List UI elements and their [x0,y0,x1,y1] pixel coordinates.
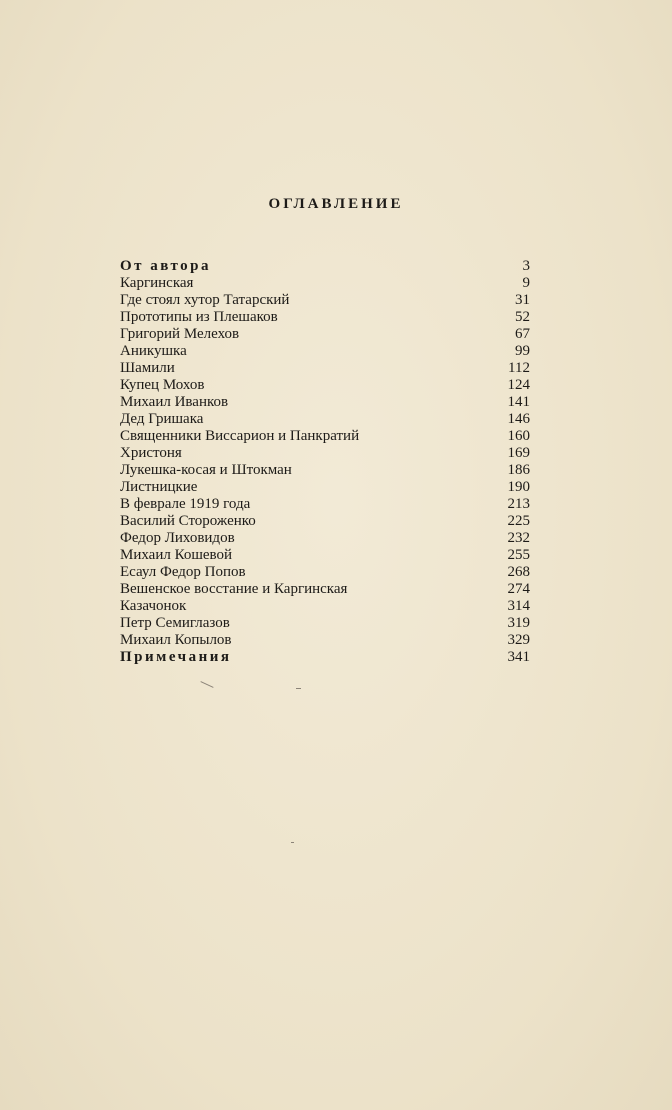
toc-entry-page: 225 [507,513,530,529]
toc-entry-page: 190 [507,479,530,495]
toc-entry-title: Вешенское восстание и Каргинская [120,581,348,597]
toc-entry-page: 124 [507,377,530,393]
toc-entry-title: Аникушка [120,343,187,359]
toc-entry [120,649,530,666]
toc-entry [120,462,530,479]
toc-entry [120,275,530,292]
toc-entry [120,496,530,513]
toc-entry-title: Купец Мохов [120,377,205,393]
ink-speck [296,688,301,689]
toc-entry-title: Григорий Мелехов [120,326,240,342]
toc-entry-title: В феврале 1919 года [120,496,251,512]
toc-entry-page: 141 [507,394,530,410]
toc-entry-title: Казачонок [120,598,187,614]
toc-entry-page: 341 [507,649,530,665]
toc-entry [120,479,530,496]
toc-entry-page: 67 [515,326,530,342]
toc-entry [120,547,530,564]
toc-entry-page: 274 [507,581,530,597]
toc-entry [120,513,530,530]
toc-entry [120,581,530,598]
toc-entry-title: Михаил Иванков [120,394,229,410]
toc-entry-title: Есаул Федор Попов [120,564,246,580]
ink-speck [200,681,213,688]
toc-entry-title: Лукешка-косая и Штокман [120,462,292,478]
toc-entry-page: 169 [507,445,530,461]
toc-entry [120,258,530,275]
toc-entry [120,530,530,547]
toc-entry-title: Федор Лиховидов [120,530,235,546]
toc-entry-page: 186 [507,462,530,478]
toc-entry-title: Михаил Копылов [120,632,232,648]
toc-entry-page: 9 [522,275,530,291]
toc-entry-title: Петр Семиглазов [120,615,230,631]
toc-entry [120,377,530,394]
toc-entry-title: Василий Стороженко [120,513,256,529]
toc-entry-title: Прототипы из Плешаков [120,309,278,325]
toc-entry-page: 31 [515,292,530,308]
toc-entry-title: Михаил Кошевой [120,547,233,563]
toc-entry [120,326,530,343]
page-title: ОГЛАВЛЕНИЕ [268,196,404,212]
toc-entry [120,615,530,632]
toc-entry [120,428,530,445]
toc-entry-page: 52 [515,309,530,325]
toc-entry-page: 255 [507,547,530,563]
toc-entry [120,292,530,309]
toc-entry [120,360,530,377]
toc-entry-title: Примечания [120,649,232,665]
toc-entry-page: 319 [507,615,530,631]
toc-entry [120,411,530,428]
toc-entry [120,632,530,649]
toc-entry-title: Листницкие [120,479,198,495]
toc-entry [120,343,530,360]
toc-entry-title: Каргинская [120,275,194,291]
toc-entry-title: Дед Гришака [120,411,204,427]
table-of-contents [120,258,530,666]
toc-entry-page: 146 [507,411,530,427]
toc-entry-title: Священники Виссарион и Панкратий [120,428,360,444]
toc-entry [120,445,530,462]
toc-entry-page: 3 [522,258,530,274]
toc-entry-title: Шамили [120,360,175,376]
toc-entry-page: 268 [507,564,530,580]
toc-entry-page: 160 [507,428,530,444]
ink-speck [291,842,294,843]
toc-entry [120,394,530,411]
toc-entry-page: 99 [515,343,530,359]
toc-entry-title: Христоня [120,445,182,461]
toc-entry-page: 112 [508,360,530,376]
toc-entry [120,309,530,326]
toc-entry-page: 213 [507,496,530,512]
toc-entry-page: 232 [507,530,530,546]
toc-entry-title: От автора [120,258,212,274]
toc-entry-page: 314 [507,598,530,614]
toc-entry-title: Где стоял хутор Татарский [120,292,290,308]
toc-entry-page: 329 [507,632,530,648]
toc-entry [120,598,530,615]
toc-entry [120,564,530,581]
